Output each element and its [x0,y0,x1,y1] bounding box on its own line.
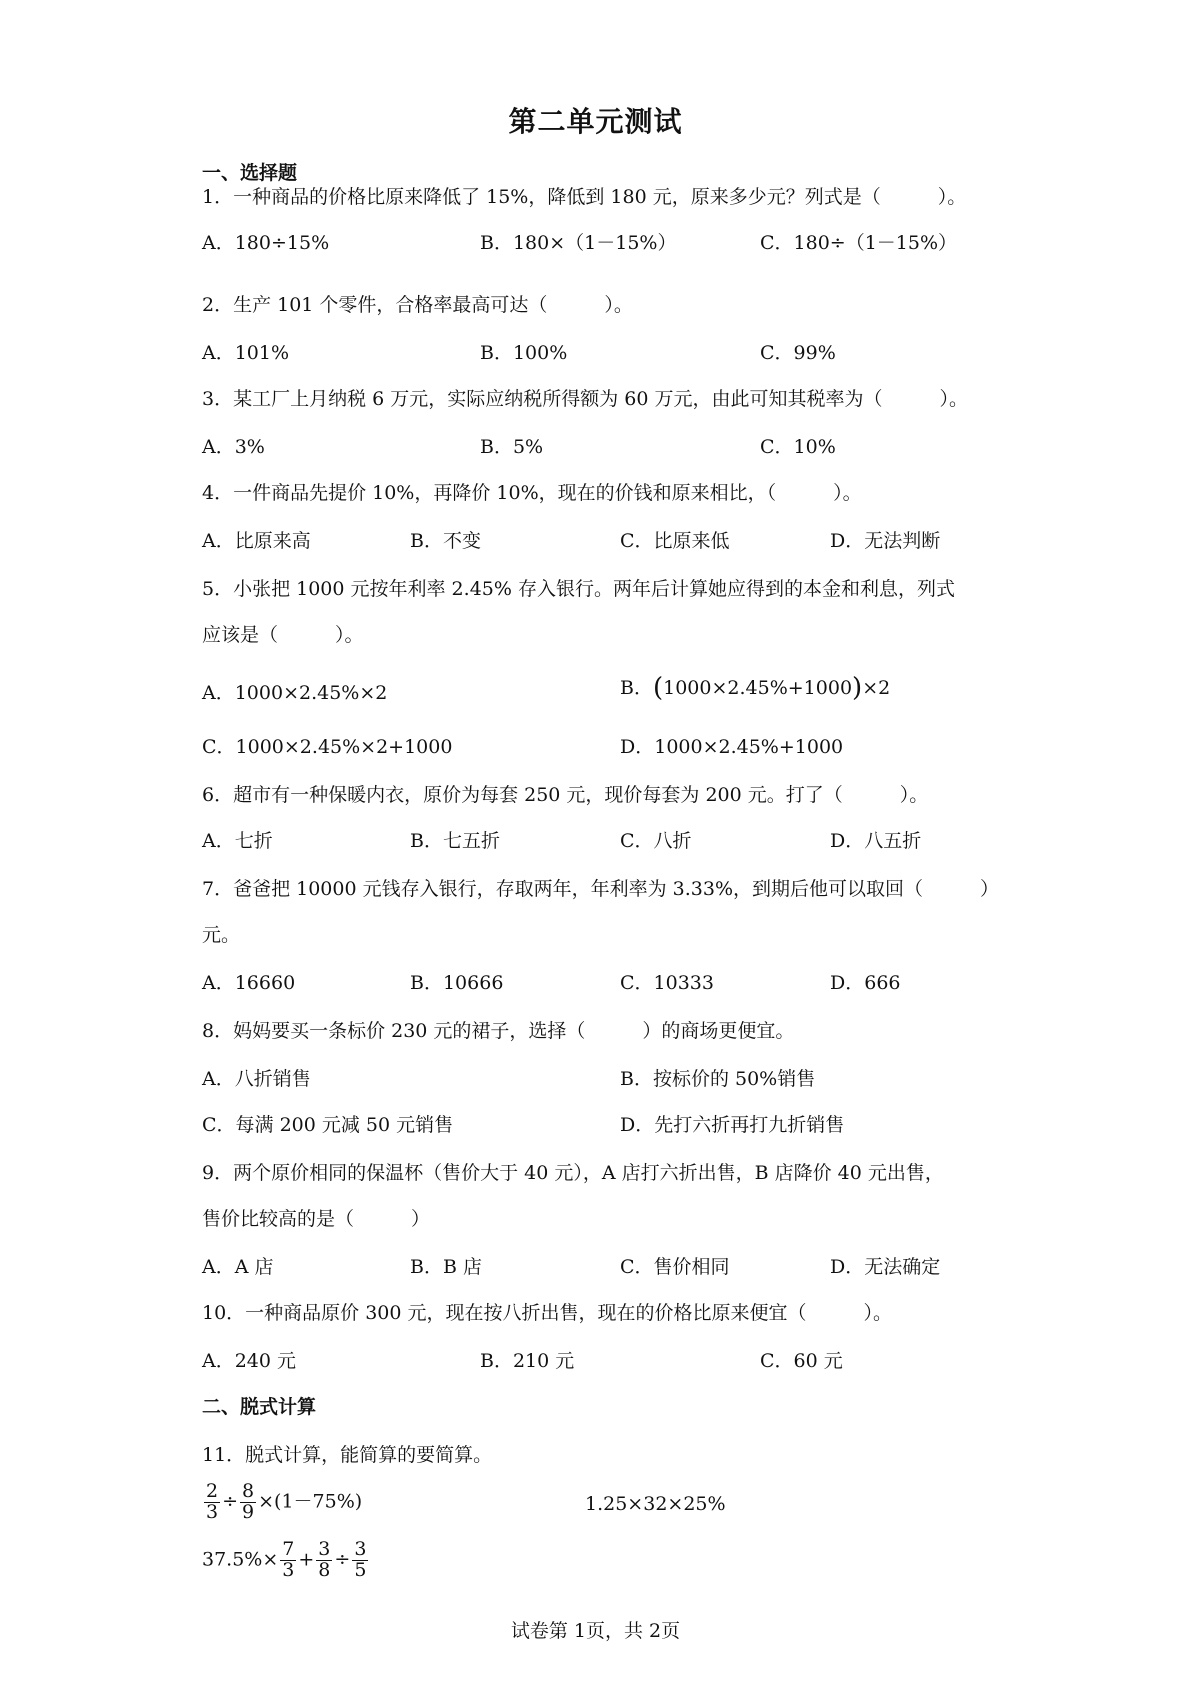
q5-option-b-label: B． [620,677,653,699]
q9-option-c: C．售价相同 [620,1256,730,1278]
section-heading-choice: 一、选择题 [202,162,298,184]
question-7-line-2: 元。 [202,924,241,946]
fraction-3-8: $\frac{3}{8}$ [318,1538,331,1581]
q5-option-b-paren-close: ) [852,673,863,703]
q7-option-a: A．16660 [202,972,296,994]
page-title: 第二单元测试 [508,105,683,138]
q4-option-b: B．不变 [410,530,481,552]
q5-option-d: D．1000×2.45%+1000 [620,736,844,758]
fraction-2-3: $\frac{2}{3}$ [206,1480,219,1523]
expression-1: $\frac{2}{3}$ ÷ $\frac{8}{9}$ ×(1－75%) [206,1480,363,1523]
q2-option-b: B．100% [480,342,568,364]
q7-option-b: B．10666 [410,972,504,994]
question-6: 6．超市有一种保暖内衣，原价为每套 250 元，现价每套为 200 元。打了（ ）。 [202,784,929,806]
question-1: 1．一种商品的价格比原来降低了 15%，降低到 180 元，原来多少元？列式是（ ）。 [202,186,967,208]
q5-option-b [620,673,890,703]
q5-option-b-expr: 1000×2.45%+1000 [663,677,853,699]
question-3: 3．某工厂上月纳税 6 万元，实际应纳税所得额为 60 万元，由此可知其税率为（ ）。 [202,388,969,410]
q7-option-c: C．10333 [620,972,714,994]
q1-option-c: C．180÷（1－15%） [760,232,958,254]
page-footer: 试卷第 1页，共 2页 [510,1620,681,1642]
q8-option-c: C．每满 200 元减 50 元销售 [202,1114,454,1136]
q1-option-a: A．180÷15% [202,232,330,254]
q2-option-c: C．99% [760,342,836,364]
expression-3: 37.5%× $\frac{7}{3}$ + $\frac{3}{8}$ ÷ $\frac{3}{5}$ [202,1538,367,1581]
question-8: 8．妈妈要买一条标价 230 元的裙子，选择（ ）的商场更便宜。 [202,1020,795,1042]
question-9-line-2: 售价比较高的是（ ） [202,1208,431,1230]
q8-option-b: B．按标价的 50%销售 [620,1068,816,1090]
question-9-line-1: 9．两个原价相同的保温杯（售价大于 40 元），A 店打六折出售，B 店降价 40 元出售， [202,1162,944,1184]
section-heading-calculation: 二、脱式计算 [202,1396,317,1418]
q10-option-b: B．210 元 [480,1350,575,1372]
q5-option-c: C．1000×2.45%×2+1000 [202,736,453,758]
expression-2: 1.25×32×25% [585,1493,726,1515]
q5-option-b-paren-open: ( [652,673,664,703]
q9-option-d: D．无法确定 [830,1256,941,1278]
q4-option-a: A．比原来高 [202,530,311,552]
q6-option-a: A．七折 [202,830,273,852]
q9-option-b: B．B 店 [410,1256,482,1278]
q2-option-a: A．101% [202,342,290,364]
question-2: 2．生产 101 个零件，合格率最高可达（ ）。 [202,294,633,316]
q8-option-d: D．先打六折再打九折销售 [620,1114,845,1136]
q5-option-a: A．1000×2.45%×2 [202,682,388,704]
q10-option-a: A．240 元 [202,1350,297,1372]
question-11: 11．脱式计算，能简算的要简算。 [202,1444,493,1466]
question-5-line-1: 5．小张把 1000 元按年利率 2.45% 存入银行。两年后计算她应得到的本金和利息，列式 [202,578,955,600]
question-4: 4．一件商品先提价 10%，再降价 10%，现在的价钱和原来相比，（ ）。 [202,482,862,504]
q3-option-b: B．5% [480,436,544,458]
q3-option-a: A．3% [202,436,265,458]
q4-option-d: D．无法判断 [830,530,941,552]
q9-option-a: A．A 店 [202,1256,274,1278]
q3-option-c: C．10% [760,436,836,458]
question-5-line-2: 应该是（ ）。 [202,624,364,646]
q7-option-d: D．666 [830,972,901,994]
fraction-7-3: $\frac{7}{3}$ [282,1538,295,1581]
q8-option-a: A．八折销售 [202,1068,311,1090]
fraction-3-5: $\frac{3}{5}$ [354,1538,367,1581]
q6-option-c: C．八折 [620,830,692,852]
q6-option-d: D．八五折 [830,830,922,852]
q1-option-b: B．180×（1－15%） [480,232,677,254]
question-7-line-1: 7．爸爸把 10000 元钱存入银行，存取两年，年利率为 3.33%，到期后他可以取回（ ） [202,878,1000,900]
q6-option-b: B．七五折 [410,830,500,852]
q5-option-b-tail: ×2 [862,677,891,699]
q4-option-c: C．比原来低 [620,530,730,552]
fraction-8-9: $\frac{8}{9}$ [242,1480,255,1523]
q10-option-c: C．60 元 [760,1350,843,1372]
question-10: 10．一种商品原价 300 元，现在按八折出售，现在的价格比原来便宜（ ）。 [202,1302,893,1324]
